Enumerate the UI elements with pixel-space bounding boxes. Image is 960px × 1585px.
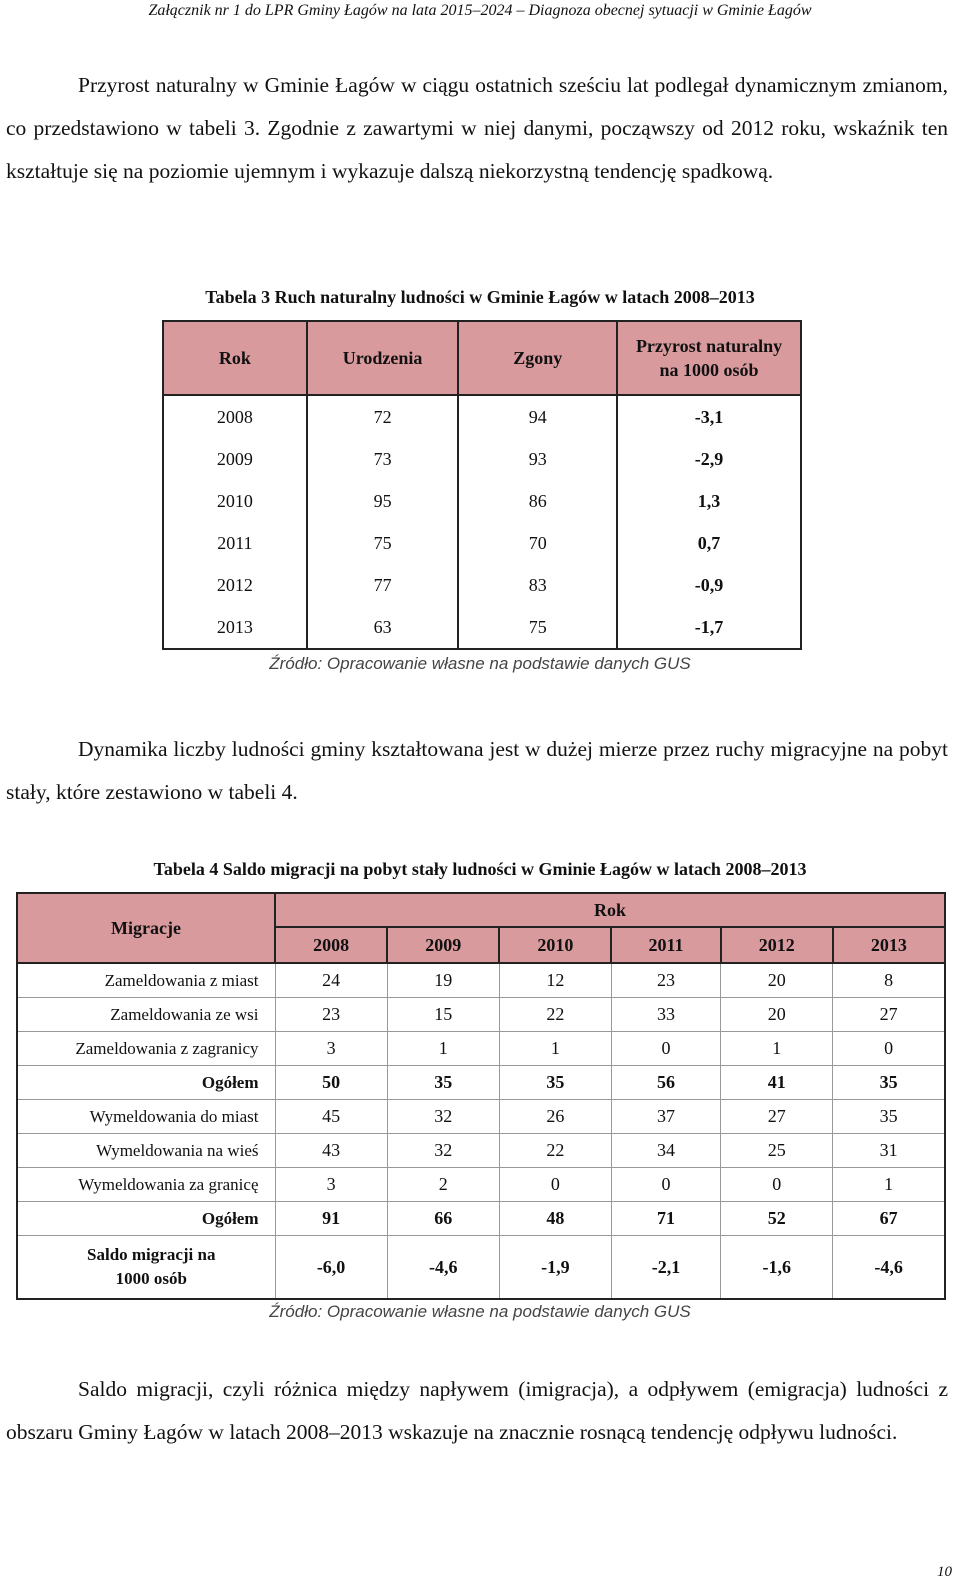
table3-cell: 63	[307, 606, 459, 649]
table-row	[163, 438, 801, 480]
table4-row-label: Zameldowania z miast	[17, 963, 275, 998]
table3-cell: 77	[307, 564, 459, 606]
table-row	[17, 1134, 945, 1168]
table4-cell: 35	[499, 1066, 611, 1100]
table4-cell: 27	[721, 1100, 833, 1134]
table-row	[17, 1168, 945, 1202]
table4-cell: 24	[275, 963, 387, 998]
table3-cell: 2013	[163, 606, 307, 649]
table-row	[163, 480, 801, 522]
table4-cell: 1	[833, 1168, 945, 1202]
table4-cell: -1,6	[721, 1236, 833, 1300]
table4-year-header: 2009	[387, 927, 499, 963]
table3-cell: 70	[458, 522, 617, 564]
table3-cell: 2011	[163, 522, 307, 564]
table4	[16, 892, 946, 1300]
table4-cell: 0	[721, 1168, 833, 1202]
table4-cell: 66	[387, 1202, 499, 1236]
paragraph-3-text: Saldo migracji, czyli różnica między napływem (imigracja), a odpływem (emigracja) ludności z obszaru Gminy Łagów w latach 2008–2013 wskazuje na znacznie rosnącą tendencję odpływu ludności.	[6, 1377, 948, 1444]
table3-cell: 2012	[163, 564, 307, 606]
paragraph-2	[6, 728, 948, 814]
paragraph-1-text: Przyrost naturalny w Gminie Łagów w ciągu ostatnich sześciu lat podlegał dynamicznym zmianom, co przedstawiono w tabeli 3. Zgodnie z zawartymi w niej danymi, począwszy od 2012 roku, wskaźnik ten kształtuje się na poziomie ujemnym i wykazuje dalszą niekorzystną tendencję spadkową.	[6, 73, 948, 183]
table4-year-header: 2011	[611, 927, 720, 963]
table4-cell: 0	[611, 1168, 720, 1202]
table-row	[17, 1202, 945, 1236]
table3-cell: 0,7	[617, 522, 801, 564]
table3-cell: 2009	[163, 438, 307, 480]
table4-cell: 1	[387, 1032, 499, 1066]
table4-cell: 35	[387, 1066, 499, 1100]
table4-cell: -4,6	[833, 1236, 945, 1300]
table4-row-label: Wymeldowania do miast	[17, 1100, 275, 1134]
table3	[162, 320, 802, 650]
table3-cell: 75	[458, 606, 617, 649]
table4-cell: -2,1	[611, 1236, 720, 1300]
table3-cell: 95	[307, 480, 459, 522]
table3-cell: -0,9	[617, 564, 801, 606]
table4-cell: 20	[721, 998, 833, 1032]
table4-cell: 0	[611, 1032, 720, 1066]
table4-row-label: Wymeldowania za granicę	[17, 1168, 275, 1202]
table4-cell: 8	[833, 963, 945, 998]
table4-cell: 15	[387, 998, 499, 1032]
table4-cell: 34	[611, 1134, 720, 1168]
table-row	[17, 998, 945, 1032]
table4-cell: -4,6	[387, 1236, 499, 1300]
table4-cell: 2	[387, 1168, 499, 1202]
table4-cell: 33	[611, 998, 720, 1032]
table4-caption: Tabela 4 Saldo migracji na pobyt stały ludności w Gminie Łagów w latach 2008–2013	[153, 859, 807, 879]
table4-cell: 0	[833, 1032, 945, 1066]
table4-year-header: 2013	[833, 927, 945, 963]
table4-cell: -6,0	[275, 1236, 387, 1300]
table4-row-label: Ogółem	[17, 1202, 275, 1236]
table4-cell: 22	[499, 1134, 611, 1168]
paragraph-1	[6, 64, 948, 193]
table4-cell: 1	[499, 1032, 611, 1066]
table4-cell: 0	[499, 1168, 611, 1202]
paragraph-2-text: Dynamika liczby ludności gminy kształtowana jest w dużej mierze przez ruchy migracyjne na pobyt stały, które zestawiono w tabeli 4.	[6, 737, 948, 804]
table4-cell: 32	[387, 1100, 499, 1134]
paragraph-3	[6, 1368, 948, 1454]
table4-cell: 27	[833, 998, 945, 1032]
table4-cell: 31	[833, 1134, 945, 1168]
table3-cell: 2008	[163, 395, 307, 438]
table3-header-row	[163, 321, 801, 395]
table4-header-migracje: Migracje	[17, 893, 275, 963]
table3-cell: 83	[458, 564, 617, 606]
table4-cell: 67	[833, 1202, 945, 1236]
table4-cell: 23	[611, 963, 720, 998]
table4-cell: 3	[275, 1168, 387, 1202]
table4-cell: -1,9	[499, 1236, 611, 1300]
table3-cell: -2,9	[617, 438, 801, 480]
table4-row-label: Zameldowania ze wsi	[17, 998, 275, 1032]
table-row	[163, 522, 801, 564]
table3-header: Zgony	[458, 321, 617, 395]
table3-cell: 86	[458, 480, 617, 522]
table4-cell: 26	[499, 1100, 611, 1134]
table-row	[17, 1100, 945, 1134]
table-row	[17, 1236, 945, 1300]
table4-cell: 43	[275, 1134, 387, 1168]
table4-header-rok: Rok	[275, 893, 945, 927]
table-row	[17, 963, 945, 998]
table4-row-label: Zameldowania z zagranicy	[17, 1032, 275, 1066]
table3-cell: 73	[307, 438, 459, 480]
table3-header: Urodzenia	[307, 321, 459, 395]
table4-cell: 91	[275, 1202, 387, 1236]
table3-cell: -1,7	[617, 606, 801, 649]
table3-cell: 93	[458, 438, 617, 480]
table4-source: Źródło: Opracowanie własne na podstawie danych GUS	[269, 1302, 691, 1321]
table3-caption: Tabela 3 Ruch naturalny ludności w Gminie Łagów w latach 2008–2013	[205, 287, 755, 307]
table3-cell: -3,1	[617, 395, 801, 438]
table3-cell: 1,3	[617, 480, 801, 522]
table-row	[163, 606, 801, 649]
table4-year-header: 2012	[721, 927, 833, 963]
table4-cell: 20	[721, 963, 833, 998]
table4-cell: 3	[275, 1032, 387, 1066]
table4-cell: 35	[833, 1100, 945, 1134]
table4-cell: 41	[721, 1066, 833, 1100]
table3-cell: 94	[458, 395, 617, 438]
table3-header: Przyrost naturalny na 1000 osób	[617, 321, 801, 395]
table4-row-label: Saldo migracji na 1000 osób	[17, 1236, 275, 1300]
table4-cell: 52	[721, 1202, 833, 1236]
table-row	[163, 395, 801, 438]
page-number: 10	[937, 1564, 952, 1580]
table4-cell: 19	[387, 963, 499, 998]
table4-cell: 1	[721, 1032, 833, 1066]
table-row	[17, 1032, 945, 1066]
table-row	[17, 1066, 945, 1100]
table3-source: Źródło: Opracowanie własne na podstawie danych GUS	[269, 654, 691, 673]
table4-cell: 56	[611, 1066, 720, 1100]
table4-year-header: 2010	[499, 927, 611, 963]
table4-row-label: Ogółem	[17, 1066, 275, 1100]
table4-cell: 37	[611, 1100, 720, 1134]
table4-header-row	[17, 893, 945, 927]
table4-row-label: Wymeldowania na wieś	[17, 1134, 275, 1168]
table4-cell: 71	[611, 1202, 720, 1236]
table-row	[163, 564, 801, 606]
table4-cell: 48	[499, 1202, 611, 1236]
table4-cell: 50	[275, 1066, 387, 1100]
table4-year-header: 2008	[275, 927, 387, 963]
table4-cell: 32	[387, 1134, 499, 1168]
table4-cell: 22	[499, 998, 611, 1032]
table3-header: Rok	[163, 321, 307, 395]
table4-cell: 12	[499, 963, 611, 998]
table4-cell: 45	[275, 1100, 387, 1134]
table3-cell: 72	[307, 395, 459, 438]
table3-cell: 75	[307, 522, 459, 564]
table4-cell: 23	[275, 998, 387, 1032]
page-header: Załącznik nr 1 do LPR Gminy Łagów na lata 2015–2024 – Diagnoza obecnej sytuacji w Gminie Łagów	[148, 2, 812, 19]
table4-cell: 25	[721, 1134, 833, 1168]
table3-cell: 2010	[163, 480, 307, 522]
table4-cell: 35	[833, 1066, 945, 1100]
